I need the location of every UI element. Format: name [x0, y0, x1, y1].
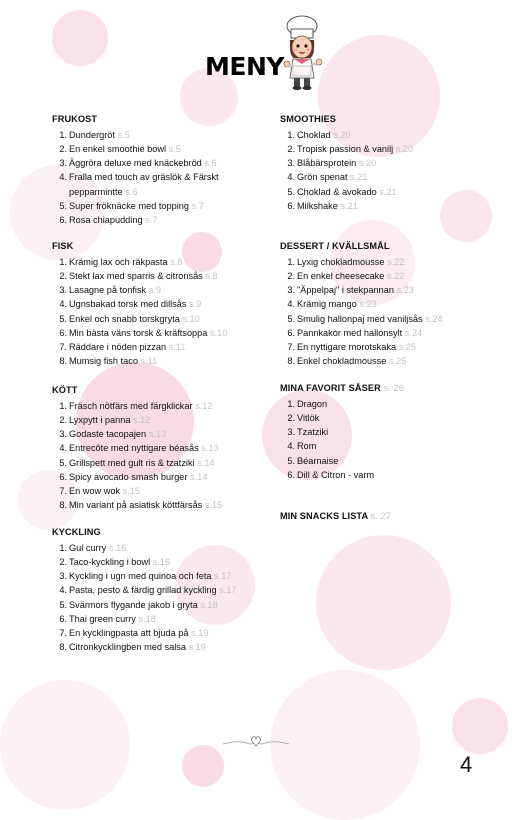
page-ref: s.24 — [425, 313, 443, 324]
list-item: 3. Kyckling i ugn med quinoa och feta s.17 — [59, 571, 232, 582]
list-item: 3. Godaste tacopajen s.13 — [59, 429, 167, 440]
list-item: 6. Rosa chiapudding s.7 — [59, 214, 158, 225]
page-ref: s.8 — [205, 271, 218, 282]
page-ref: s.17 — [219, 585, 237, 596]
sauce-list — [280, 397, 510, 482]
page-title: MENY — [205, 52, 284, 81]
list-item: 4. Pasta, pesto & färdig grillad kyckling s.17 — [59, 585, 237, 596]
decor-dot — [452, 698, 508, 754]
page-ref: s.13 — [201, 443, 219, 454]
list-item: 6. Milkshake s.21 — [287, 200, 358, 211]
menu-column-right-smoothies — [280, 114, 510, 213]
list-item: 8. Citronkycklingben med salsa s.19 — [59, 642, 206, 653]
page-ref: s. 27 — [370, 511, 391, 521]
section-heading: MINA FAVORIT SÅSER s. 26 — [280, 383, 404, 393]
section-heading: DESSERT / KVÄLLSMÅL — [280, 241, 390, 251]
recipe-list — [52, 255, 282, 368]
decor-dot — [316, 535, 451, 670]
recipe-list — [52, 541, 282, 654]
page-ref: s.21 — [340, 200, 358, 211]
menu-column-left-kyckling — [52, 527, 282, 654]
list-item: 7. En kycklingpasta att bjuda på s.19 — [59, 627, 209, 638]
page-ref: s.14 — [190, 471, 208, 482]
page-ref: s.22 — [387, 257, 405, 267]
section-heading-snacks: MIN SNACKS LISTA s. 27 — [280, 511, 391, 521]
page-ref: s.23 — [396, 285, 414, 296]
section-heading: KYCKLING — [52, 527, 101, 537]
list-item: 1. Fräsch nötfärs med färgklickar s.12 — [59, 401, 213, 411]
list-item: 7. En wow wok s.15 — [59, 485, 140, 496]
menu-column-left-fisk — [52, 241, 282, 368]
list-item: 3. Äggröra deluxe med knäckebröd s.6 — [59, 158, 217, 169]
page-ref: s.16 — [108, 543, 127, 553]
page-ref: s.12 — [133, 415, 151, 426]
list-item: 3. Tzatziki — [287, 427, 329, 438]
page-ref: s.13 — [148, 429, 167, 440]
page-ref: s.7 — [191, 200, 204, 211]
page-ref: s.8 — [170, 257, 183, 267]
list-item: 2. En enkel smoothie bowl s.5 — [59, 144, 181, 155]
menu-column-left-kott — [52, 385, 282, 512]
page-ref: s.10 — [209, 327, 228, 338]
page-ref: s.17 — [214, 571, 232, 582]
section-smoothies — [280, 114, 510, 213]
page-ref: s.6 — [125, 186, 138, 197]
page-ref: s.11 — [140, 356, 158, 367]
list-item: 6. Dill & Citron - varm — [287, 469, 375, 480]
menu-column-right-dessert — [280, 241, 510, 368]
page-ref: s.20 — [395, 144, 414, 155]
menu-column-left — [52, 114, 282, 227]
list-item: 4. Grön spenat s.21 — [287, 172, 368, 183]
list-item: 6. Thai green curry s.18 — [59, 613, 156, 624]
page-ref: s.12 — [195, 401, 213, 411]
page-ref: s.10 — [182, 313, 200, 324]
flourish-divider-icon — [221, 730, 291, 752]
list-item: 4. Entrecôte med nyttigare béasås s.13 — [59, 443, 219, 454]
list-item: 1. Dragon — [287, 399, 328, 409]
list-item: 6. Pannkakor med hallonsylt s.24 — [287, 327, 423, 338]
list-item: 3. Blåbärsprotein s.20 — [287, 158, 377, 169]
page-ref: s. 26 — [383, 383, 404, 393]
page-ref: s.23 — [359, 299, 377, 310]
list-item: 5. Svärmors flygande jakob i gryta s.18 — [59, 599, 218, 610]
list-item: 5. Enkel och snabb torskgryta s.10 — [59, 313, 200, 324]
list-item: 8. Min variant på asiatisk köttfärsås s.15 — [59, 500, 223, 511]
page-ref: s.22 — [386, 271, 405, 282]
decor-dot — [0, 680, 130, 810]
section-heading: KÖTT — [52, 385, 78, 395]
section-heading: FRUKOST — [52, 114, 98, 124]
page-ref: s.21 — [379, 186, 397, 197]
list-item: 3. "Äppelpaj" i stekpannan s.23 — [287, 285, 414, 296]
page-ref: s.7 — [145, 214, 158, 225]
list-item: 3. Lasagne på tonfisk s.9 — [59, 285, 161, 296]
list-item: 7. Räddare i nöden pizzan s.11 — [59, 341, 186, 352]
section-kott — [52, 385, 282, 512]
list-item: 6. Spicy avocado smash burger s.14 — [59, 471, 208, 482]
list-item: 5. Super fröknäcke med topping s.7 — [59, 200, 204, 211]
chef-illustration — [278, 12, 328, 92]
page-ref: s.15 — [204, 500, 223, 511]
page-ref: s.5 — [168, 144, 181, 155]
page-ref: s.20 — [358, 158, 377, 169]
list-item: 5. Béarnaise — [287, 455, 339, 466]
page-ref: s.14 — [197, 457, 215, 468]
list-item: 2. Lyxpytt i panna s.12 — [59, 415, 151, 426]
decor-dot — [182, 745, 224, 787]
list-item: 4. Krämig mango s.23 — [287, 299, 377, 310]
list-item: 8. Mumsig fish taco s.11 — [59, 356, 158, 367]
list-item: 1. Gul curry s.16 — [59, 543, 127, 553]
page-ref: s.9 — [148, 285, 161, 296]
page-ref: s.11 — [168, 341, 186, 352]
section-fisk — [52, 241, 282, 368]
list-item: 1. Dundergröt s.5 — [59, 130, 130, 140]
list-item: 5. Choklad & avokado s.21 — [287, 186, 397, 197]
page-ref: s.25 — [398, 341, 417, 352]
page-ref: s.25 — [388, 356, 407, 367]
menu-column-right-snacks — [280, 511, 510, 521]
section-heading: FISK — [52, 241, 74, 251]
section-saser — [280, 383, 510, 482]
page-ref: s.16 — [152, 557, 171, 568]
list-item: 1. Choklad s.20 — [287, 130, 351, 140]
list-item: 7. En nyttigare morotskaka s.25 — [287, 341, 417, 352]
page-number: 4 — [460, 752, 473, 777]
list-item: 2. En enkel cheesecake s.22 — [287, 271, 405, 282]
recipe-list — [52, 128, 282, 227]
list-item: 2. Tropisk passion & vanilj s.20 — [287, 144, 414, 155]
list-item: 1. Krämig lax och räkpasta s.8 — [59, 257, 183, 267]
menu-column-right-saser — [280, 383, 510, 482]
page-ref: s.24 — [404, 327, 423, 338]
list-item: 4. Fralla med touch av gräslök & Färskt pepparmintte s.6 — [59, 172, 219, 197]
list-item: 2. Taco-kyckling i bowl s.16 — [59, 557, 171, 568]
recipe-list — [280, 128, 510, 213]
section-frukost — [52, 114, 282, 227]
recipe-list — [52, 399, 282, 512]
page-ref: s.20 — [333, 130, 351, 140]
list-item: 2. Stekt lax med sparris & citronsås s.8 — [59, 271, 218, 282]
page-ref: s.19 — [191, 627, 209, 638]
section-kyckling — [52, 527, 282, 654]
page-ref: s.15 — [122, 485, 140, 496]
section-dessert — [280, 241, 510, 368]
list-item: 5. Grillspett med gult ris & tzatziki s.14 — [59, 457, 215, 468]
recipe-list — [280, 255, 510, 368]
decor-dot — [270, 670, 420, 820]
list-item: 4. Ugnsbakad torsk med dillsås s.9 — [59, 299, 202, 310]
decor-dot — [52, 10, 108, 66]
page-ref: s.5 — [117, 130, 130, 140]
list-item: 2. Vitlök — [287, 413, 320, 424]
list-item: 1. Lyxig chokladmousse s.22 — [287, 257, 405, 267]
page-ref: s.6 — [204, 158, 217, 169]
list-item: 8. Enkel chokladmousse s.25 — [287, 356, 407, 367]
page-ref: s.18 — [200, 599, 218, 610]
list-item: 6. Min bästa väns torsk & kräftsoppa s.10 — [59, 327, 228, 338]
page-ref: s.9 — [189, 299, 202, 310]
list-item: 4. Rom — [287, 441, 317, 452]
page-ref: s.21 — [350, 172, 368, 183]
page-ref: s.19 — [188, 642, 206, 653]
page-ref: s.18 — [138, 613, 156, 624]
list-item: 5. Smulig hallonpaj med vaniljsås s.24 — [287, 313, 443, 324]
section-heading: SMOOTHIES — [280, 114, 337, 124]
